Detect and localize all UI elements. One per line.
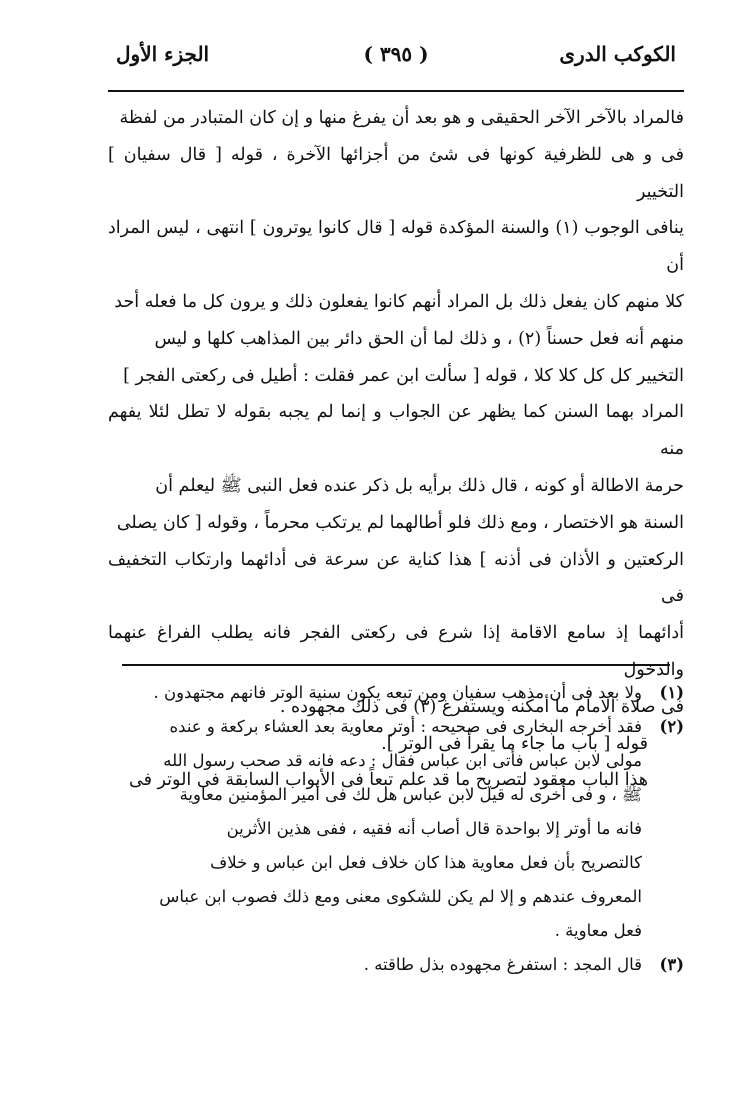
footnote-line: المعروف عندهم و إلا لم يكن للشكوى معنى ومع ذلك فصوب ابن عباس: [159, 887, 642, 906]
footnote-line: ولا بعد فى أن مذهب سفيان ومن تبعه يكون سنية الوتر فانهم مجتهدون .: [153, 683, 642, 702]
chapter-heading: قوله [ باب ما جاء ما يقرأ فى الوتر ].: [381, 733, 648, 754]
footnote-text: [108, 676, 642, 710]
footnote-line: فانه ما أوتر إلا بواحدة قال أصاب أنه فقيه ، ففى هذين الأثرين: [226, 819, 642, 838]
page-header: [108, 38, 684, 78]
text-line: كلا منهم كان يفعل ذلك بل المراد أنهم كانوا يفعلون ذلك و يرون كل ما فعله أحد: [114, 291, 684, 312]
footnote-text: [108, 710, 642, 948]
footnote-line: فعل معاوية .: [554, 921, 642, 940]
book-title: الكوكب الدرى: [559, 42, 676, 66]
footnote-text: [108, 948, 642, 982]
text-line: منهم أنه فعل حسناً (٢) ، و ذلك لما أن الحق دائر بين المذاهب كلها و ليس: [154, 328, 684, 349]
header-divider: [108, 90, 684, 92]
footnote-divider: [122, 664, 670, 666]
footnote-number: (٢): [659, 717, 684, 736]
page-number: ( ٣٩٥ ): [363, 42, 429, 66]
text-line: التخيير كل كل كلا كلا ، قوله [ سألت ابن عمر فقلت : أطيل فى ركعتى الفجر ]: [123, 365, 684, 386]
footnote-line: كالتصريح بأن فعل معاوية هذا كان خلاف فعل ابن عباس و خلاف: [210, 853, 642, 872]
text-line: حرمة الاطالة أو كونه ، قال ذلك برأيه بل ذكر عنده فعل النبى ﷺ ليعلم أن: [155, 475, 684, 496]
text-line: فى و هى للظرفية كونها فى شئ من أجزائها الآخرة ، قوله [ قال سفيان ] التخيير: [108, 144, 684, 202]
text-line: فالمراد بالآخر الآخر الحقيقى و هو بعد أن يفرغ منها و إن كان المتبادر من لفظة: [119, 108, 684, 128]
footnote-1: [108, 676, 684, 710]
footnote-line: ﷺ ، و فى أخرى له قيل لابن عباس هل لك فى أمير المؤمنين معاوية: [179, 785, 642, 804]
text-line: هذا الباب معقود لتصريح ما قد علم تبعاً فى الأبواب السابقة فى الوتر فى: [128, 770, 648, 791]
footnote-line: مولى لابن عباس فأتى ابن عباس فقال : دعه فانه قد صحب رسول الله: [163, 751, 642, 770]
text-line: المراد بهما السنن كما يظهر عن الجواب و إنما لم يجبه بقوله لا تطل لئلا يفهم منه: [108, 402, 684, 460]
text-line: الركعتين و الأذان فى أذنه ] هذا كناية عن سرعة فى أدائهما وارتكاب التخفيف فى: [108, 549, 684, 607]
footnote-number: (٣): [659, 955, 684, 974]
footnote-number: (١): [659, 683, 684, 702]
footnote-3: [108, 948, 684, 982]
text-line: فى صلاة الامام ما أمكنه ويستفرغ (٣) فى ذلك مجهوده .: [279, 696, 684, 717]
footnote-line: فقد أخرجه البخارى فى صحيحه : أوتر معاوية بعد العشاء بركعة و عنده: [169, 717, 642, 736]
footnote-2: [108, 710, 684, 948]
text-line: أدائهما إذ سامع الاقامة إذا شرع فى ركعتى الفجر فانه يطلب الفراغ عنهما والدخول: [108, 623, 684, 680]
footnote-line: قال المجد : استفرغ مجهوده بذل طاقته .: [363, 955, 642, 974]
footnotes: [108, 676, 684, 982]
text-line: ينافى الوجوب (١) والسنة المؤكدة قوله [ قال كانوا يوترون ] انتهى ، ليس المراد أن: [108, 218, 684, 276]
volume-label: الجزء الأول: [116, 42, 210, 66]
text-line: السنة هو الاختصار ، ومع ذلك فلو أطالهما لم يرتكب محرماً ، وقوله [ كان يصلى: [116, 512, 684, 533]
